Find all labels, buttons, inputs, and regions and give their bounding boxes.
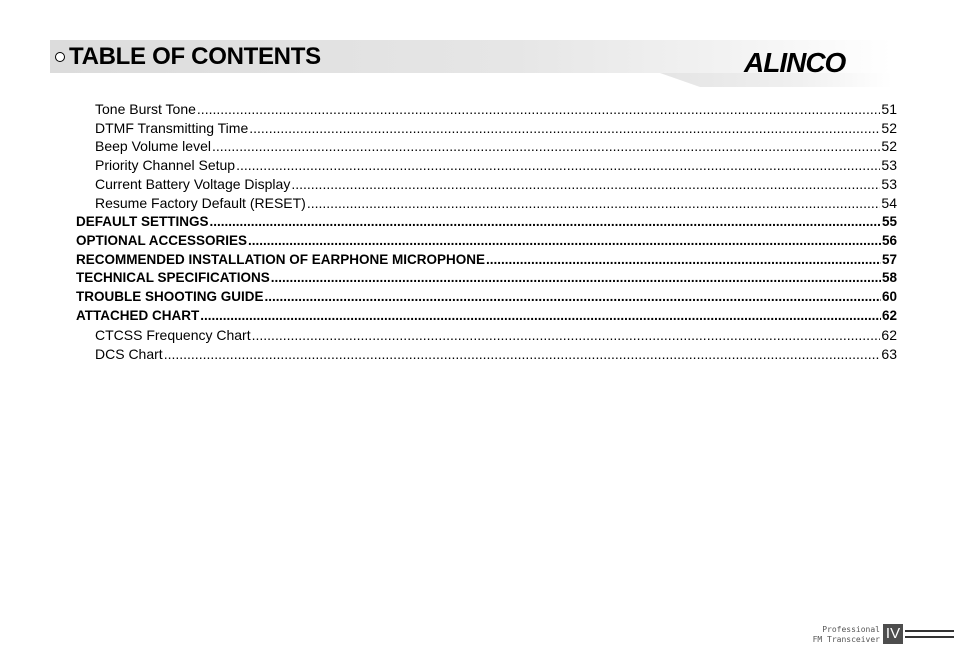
- toc-entry-label: TECHNICAL SPECIFICATIONS: [76, 270, 270, 285]
- toc-leader-dots: [212, 137, 880, 155]
- toc-leader-dots: [200, 307, 881, 325]
- toc-entry-page: 53: [881, 157, 897, 173]
- toc-entry-label: CTCSS Frequency Chart: [95, 327, 251, 343]
- toc-leader-dots: [307, 194, 881, 212]
- page-number: IV: [883, 624, 903, 644]
- toc-entry-label: ATTACHED CHART: [76, 308, 200, 323]
- toc-entry-page: 51: [881, 101, 897, 117]
- footer-line-professional: Professional: [822, 625, 880, 634]
- toc-entry: [95, 194, 897, 212]
- footer-rule-top: [905, 630, 954, 632]
- footer-rule-bottom: [905, 636, 954, 638]
- toc-entry-label: Current Battery Voltage Display: [95, 176, 291, 192]
- toc-entry: [95, 345, 897, 363]
- toc-leader-dots: [197, 100, 881, 118]
- toc-leader-dots: [486, 251, 881, 269]
- toc-entry: [95, 326, 897, 344]
- toc-entry: [95, 100, 897, 118]
- toc-entry: [95, 119, 897, 137]
- toc-entry: [76, 251, 897, 269]
- toc-entry: [76, 213, 897, 231]
- toc-entry: [95, 156, 897, 174]
- toc-entry-page: 54: [881, 195, 897, 211]
- toc-entry-label: DCS Chart: [95, 346, 163, 362]
- page-title: TABLE OF CONTENTS: [69, 43, 321, 70]
- toc-leader-dots: [248, 232, 881, 250]
- toc-entry-page: 60: [881, 289, 897, 304]
- toc-entry-page: 53: [881, 176, 897, 192]
- toc-entry-label: Priority Channel Setup: [95, 157, 236, 173]
- toc-leader-dots: [236, 156, 880, 174]
- toc-leader-dots: [271, 269, 881, 287]
- toc-entry-label: DTMF Transmitting Time: [95, 120, 249, 136]
- toc-entry: [95, 137, 897, 155]
- toc-entry-page: 56: [881, 233, 897, 248]
- toc-entry: [76, 288, 897, 306]
- toc-leader-dots: [249, 119, 880, 137]
- toc-entry: [76, 269, 897, 287]
- toc-entry-page: 58: [881, 270, 897, 285]
- toc-entry-page: 52: [881, 138, 897, 154]
- toc-entry-page: 57: [881, 252, 897, 267]
- toc-entry-label: RECOMMENDED INSTALLATION OF EARPHONE MICROPHONE: [76, 252, 486, 267]
- toc-entry-page: 55: [881, 214, 897, 229]
- toc-entry-label: OPTIONAL ACCESSORIES: [76, 233, 248, 248]
- brand-logo: ALINCO: [744, 47, 846, 78]
- toc-entry-label: Beep Volume level: [95, 138, 211, 154]
- toc-entry-label: DEFAULT SETTINGS: [76, 214, 209, 229]
- toc-entry: [76, 307, 897, 325]
- toc-leader-dots: [265, 288, 881, 306]
- footer-line-transceiver: FM Transceiver: [812, 635, 880, 644]
- toc-leader-dots: [252, 326, 881, 344]
- toc-entry-page: 52: [881, 120, 897, 136]
- toc-entry-label: Tone Burst Tone: [95, 101, 196, 117]
- toc-entry: [95, 175, 897, 193]
- toc-entry-page: 62: [881, 327, 897, 343]
- toc-entry-label: TROUBLE SHOOTING GUIDE: [76, 289, 264, 304]
- toc-entry-page: 62: [881, 308, 897, 323]
- toc-entry-label: Resume Factory Default (RESET): [95, 195, 306, 211]
- toc-entry-page: 63: [881, 346, 897, 362]
- title-bullet-icon: [55, 52, 65, 62]
- toc-leader-dots: [164, 345, 881, 363]
- toc-leader-dots: [291, 175, 880, 193]
- toc-leader-dots: [210, 213, 881, 231]
- toc-entry: [76, 232, 897, 250]
